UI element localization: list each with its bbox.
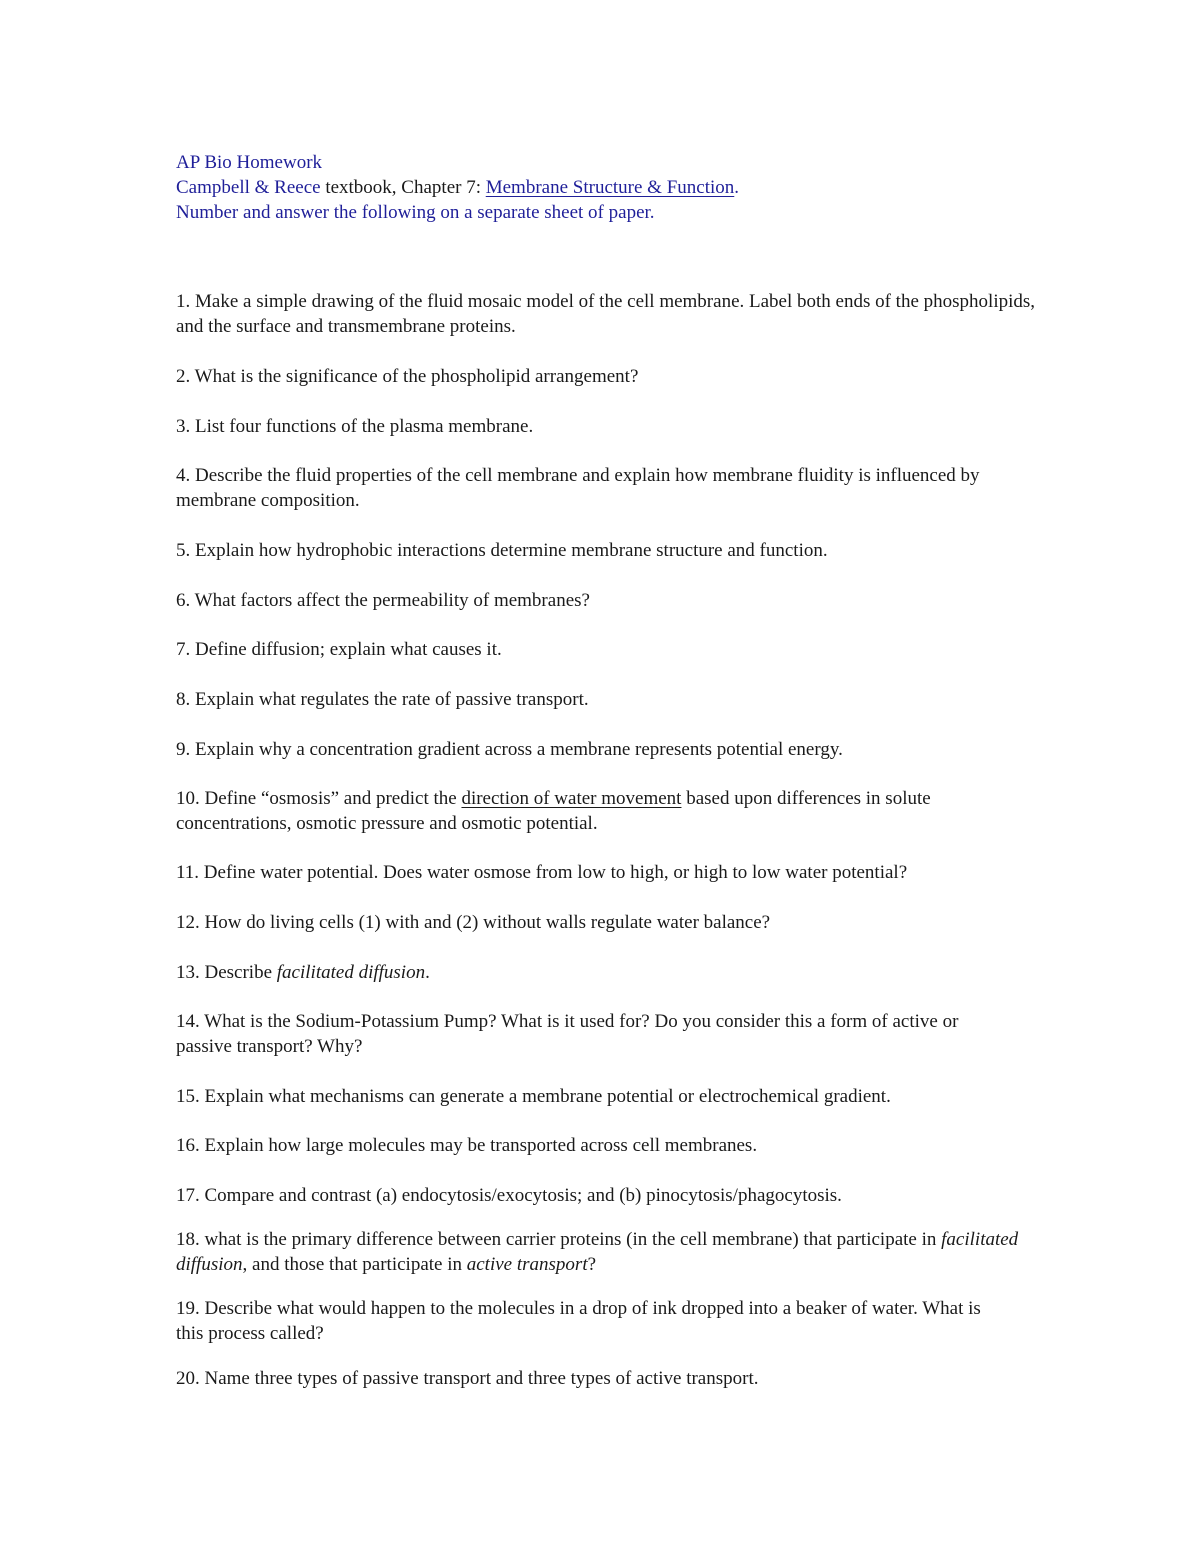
textbook-reference xyxy=(176,175,1036,200)
instructions: Number and answer the following on a separate sheet of paper. xyxy=(176,202,655,223)
question-13 xyxy=(176,960,1036,985)
question-18-end: ? xyxy=(587,1254,597,1275)
question-10-text-end: based upon differences in solute concentrations, osmotic pressure and osmotic potential. xyxy=(176,788,931,834)
page-title: AP Bio Homework xyxy=(176,152,323,173)
question-10-text: 10. Define “osmosis” and predict the xyxy=(176,788,462,809)
question-7: 7. Define diffusion; explain what causes it. xyxy=(176,639,502,660)
question-15: 15. Explain what mechanisms can generate a membrane potential or electrochemical gradient. xyxy=(176,1086,891,1107)
chapter-title-period: . xyxy=(734,177,740,198)
question-18-text: 18. what is the primary difference between carrier proteins (in the cell membrane) that participate in xyxy=(176,1229,942,1250)
question-5: 5. Explain how hydrophobic interactions determine membrane structure and function. xyxy=(176,540,828,561)
question-8: 8. Explain what regulates the rate of passive transport. xyxy=(176,689,589,710)
question-13-period: . xyxy=(425,962,430,983)
question-10-underlined: direction of water movement xyxy=(461,788,682,809)
question-18 xyxy=(176,1227,1036,1277)
question-19: 19. Describe what would happen to the molecules in a drop of ink dropped into a beaker of water. What is this process called? xyxy=(176,1298,981,1344)
question-11: 11. Define water potential. Does water osmose from low to high, or high to low water potential? xyxy=(176,862,908,883)
question-12: 12. How do living cells (1) with and (2) without walls regulate water balance? xyxy=(176,912,771,933)
question-20: 20. Name three types of passive transport and three types of active transport. xyxy=(176,1368,759,1389)
question-18-italic-2: active transport xyxy=(466,1254,588,1275)
textbook-authors: Campbell & Reece xyxy=(176,177,321,198)
question-14: 14. What is the Sodium-Potassium Pump? What is it used for? Do you consider this a form of active or passive transport? Why? xyxy=(176,1011,959,1057)
question-2: 2. What is the significance of the phospholipid arrangement? xyxy=(176,366,639,387)
textbook-chapter: textbook, Chapter 7: xyxy=(320,177,486,198)
question-6: 6. What factors affect the permeability of membranes? xyxy=(176,590,590,611)
question-1: 1. Make a simple drawing of the fluid mosaic model of the cell membrane. Label both ends of the phospholipids, and the surface and transmembrane proteins. xyxy=(176,291,1036,337)
question-3: 3. List four functions of the plasma membrane. xyxy=(176,416,534,437)
question-10 xyxy=(176,786,996,836)
question-13-text: 13. Describe xyxy=(176,962,277,983)
question-13-italic: facilitated diffusion xyxy=(276,962,426,983)
chapter-title: Membrane Structure & Function xyxy=(485,177,735,198)
question-17: 17. Compare and contrast (a) endocytosis/exocytosis; and (b) pinocytosis/phagocytosis. xyxy=(176,1185,842,1206)
question-18-italic-1: facilitated diffusion xyxy=(176,1229,1019,1275)
question-9: 9. Explain why a concentration gradient across a membrane represents potential energy. xyxy=(176,739,843,760)
question-4: 4. Describe the fluid properties of the cell membrane and explain how membrane fluidity is influenced by membrane composition. xyxy=(176,465,980,511)
worksheet-page xyxy=(176,150,1036,225)
question-18-text-mid: , and those that participate in xyxy=(242,1254,467,1275)
question-16: 16. Explain how large molecules may be transported across cell membranes. xyxy=(176,1135,758,1156)
